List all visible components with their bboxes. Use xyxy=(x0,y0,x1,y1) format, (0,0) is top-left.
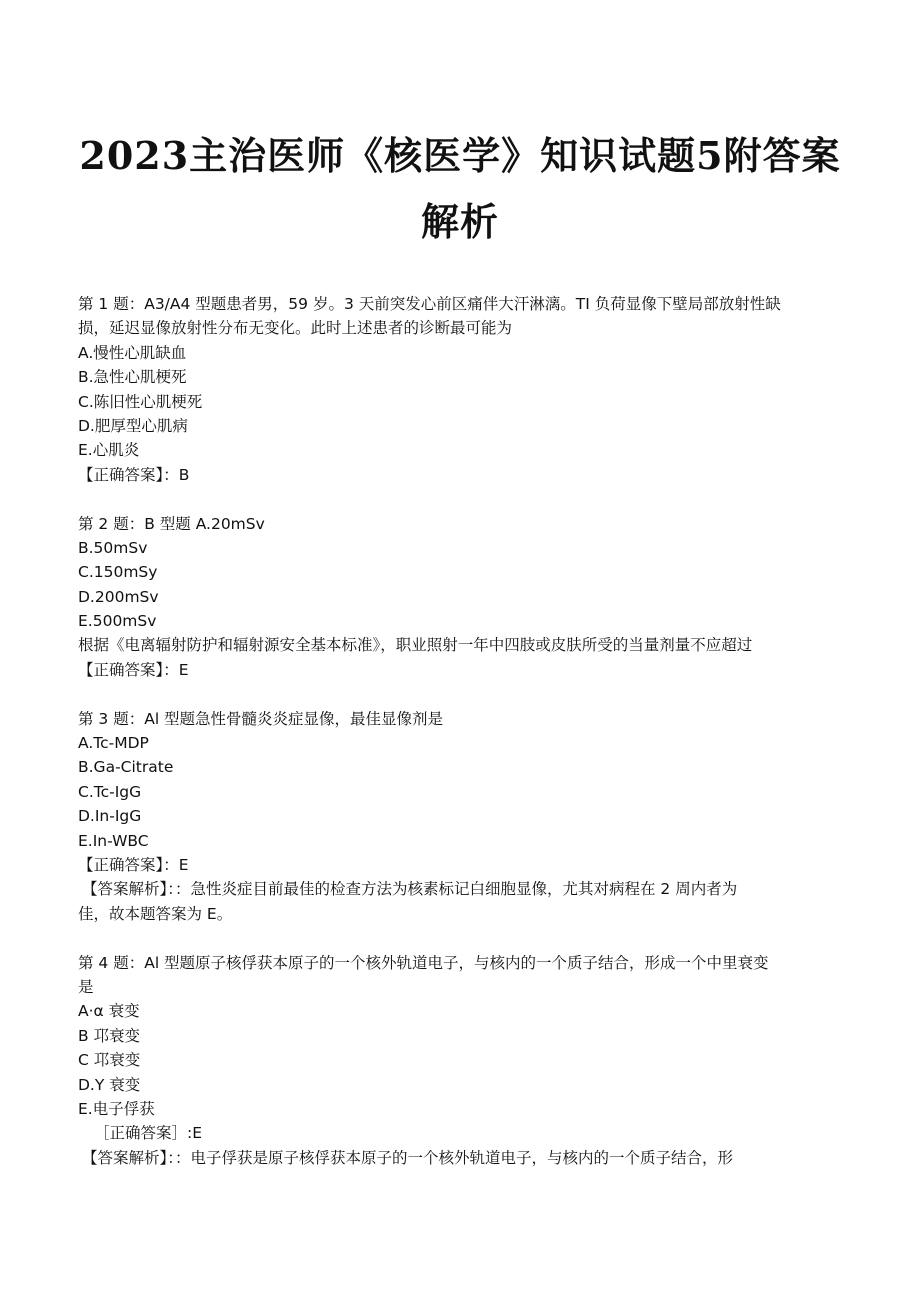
correct-answer: 【正确答案】：B xyxy=(78,465,190,484)
option-b: B.急性心肌梗死 xyxy=(78,368,187,387)
option-d: D.肥厚型心肌病 xyxy=(78,416,188,435)
option-c: C.150mSy xyxy=(78,563,158,582)
question-stem: 第 1 题：A3/A4 型题患者男，59 岁。3 天前突发心前区痛伴大汗淋漓。TI 负荷显像下壁局部放射性缺 xyxy=(78,295,781,313)
question-2 xyxy=(78,512,838,683)
question-1 xyxy=(78,292,838,487)
question-stem: 第 2 题：B 型题 A.20mSv xyxy=(78,514,265,533)
option-d: D.Y 衰变 xyxy=(78,1075,141,1094)
option-e: E.500mSv xyxy=(78,612,157,631)
option-d: D.200mSv xyxy=(78,587,159,606)
question-note: 根据《电离辐射防护和辐射源安全基本标准》，职业照射一年中四肢或皮肤所受的当量剂量不应超过 xyxy=(78,636,753,655)
option-e: E.In-WBC xyxy=(78,831,149,850)
option-e: E.电子俘获 xyxy=(78,1099,155,1118)
question-4 xyxy=(78,951,838,1171)
option-d: D.In-IgG xyxy=(78,807,142,826)
option-b: B.50mSv xyxy=(78,538,148,557)
answer-explanation: 【答案解析】：：急性炎症目前最佳的检查方法为核素标记白细胞显像，尤其对病程在 2 周内者为 xyxy=(82,880,738,899)
question-stem: 第 3 题：Al 型题急性骨髓炎炎症显像，最佳显像剂是 xyxy=(78,709,444,728)
correct-answer: ［正确答案］:E xyxy=(94,1124,203,1143)
question-stem: 第 4 题：Al 型题原子核俘获本原子的一个核外轨道电子，与核内的一个质子结合，形成一个中里衰变 xyxy=(78,953,769,972)
option-a: A.Tc-MDP xyxy=(78,734,149,753)
question-list xyxy=(78,292,838,1170)
correct-answer: 【正确答案】：E xyxy=(78,660,189,679)
option-c: C 邛衰变 xyxy=(78,1051,141,1070)
question-stem-continued: 是 xyxy=(78,977,94,996)
option-b: B.Ga-Citrate xyxy=(78,758,174,777)
answer-explanation-continued: 佳，故本题答案为 E。 xyxy=(78,904,233,923)
option-a: A·α 衰变 xyxy=(78,1002,140,1021)
spacer xyxy=(78,926,838,950)
correct-answer: 【正确答案】：E xyxy=(78,855,189,874)
spacer xyxy=(78,487,838,511)
document-title: 2023主治医师《核医学》知识试题5附答案 xyxy=(79,133,841,178)
option-e: E.心肌炎 xyxy=(78,441,140,460)
spacer xyxy=(78,682,838,706)
option-a: A.慢性心肌缺血 xyxy=(78,343,187,362)
question-3 xyxy=(78,707,838,927)
option-b: B 邛衰变 xyxy=(78,1026,141,1045)
option-c: C.Tc-IgG xyxy=(78,782,142,801)
question-stem: 损，延迟显像放射性分布无变化。此时上述患者的诊断最可能为 xyxy=(78,319,513,338)
document-title-continued: 解析 xyxy=(420,199,499,244)
answer-explanation: 【答案解析】：：电子俘获是原子核俘获本原子的一个核外轨道电子，与核内的一个质子结合，形 xyxy=(82,1148,734,1167)
option-c: C.陈旧性心肌梗死 xyxy=(78,392,203,411)
